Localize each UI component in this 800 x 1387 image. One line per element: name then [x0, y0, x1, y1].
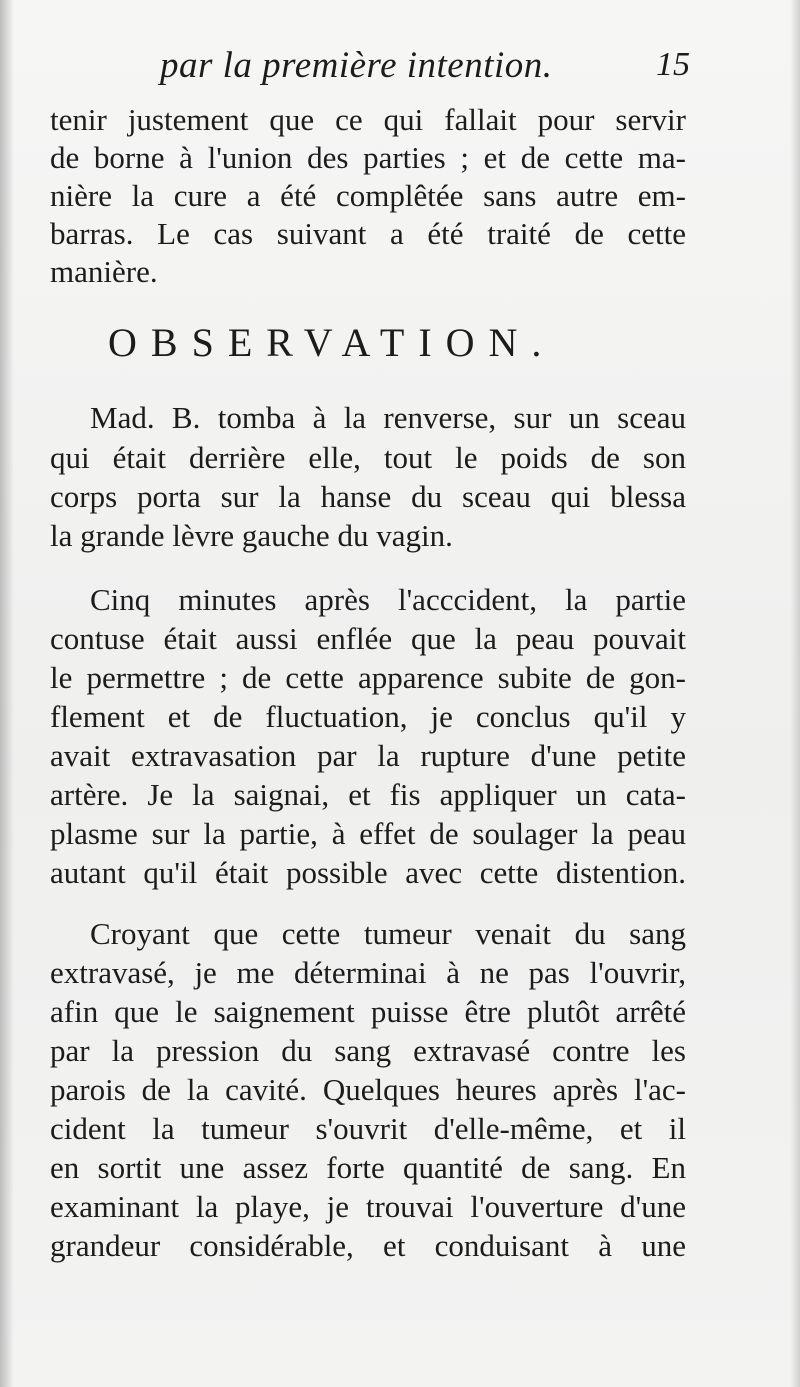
- text-line: corps porta sur la hanse du sceau qui blessa: [50, 479, 686, 514]
- page-edge-shadow-right: [790, 0, 800, 1387]
- page-edge-shadow-left: [0, 0, 14, 1387]
- text-line: barras. Le cas suivant a été traité de cette: [50, 216, 686, 251]
- running-head: [160, 44, 690, 94]
- text-line: artère. Je la saignai, et fis appliquer un cata-: [50, 777, 686, 812]
- text-line: autant qu'il était possible avec cette distention.: [50, 855, 686, 890]
- section-heading: OBSERVATION.: [108, 320, 556, 365]
- text-line: par la pression du sang extravasé contre les: [50, 1033, 686, 1068]
- text-line: Croyant que cette tumeur venait du sang: [90, 916, 686, 951]
- text-line: grandeur considérable, et conduisant à une: [50, 1228, 686, 1263]
- text-line: nière la cure a été complêtée sans autre em-: [50, 178, 686, 213]
- text-line: en sortit une assez forte quantité de sang. En: [50, 1150, 686, 1185]
- text-line: le permettre ; de cette apparence subite de gon-: [50, 660, 686, 695]
- text-line: Mad. B. tomba à la renverse, sur un sceau: [90, 400, 686, 435]
- text-line: extravasé, je me déterminai à ne pas l'ouvrir,: [50, 955, 686, 990]
- text-line: de borne à l'union des parties ; et de cette ma-: [50, 140, 686, 175]
- text-line: flement et de fluctuation, je conclus qu'il y: [50, 699, 686, 734]
- text-line: tenir justement que ce qui fallait pour servir: [50, 102, 686, 137]
- text-line: contuse était aussi enflée que la peau pouvait: [50, 621, 686, 656]
- text-line: afin que le saignement puisse être plutôt arrêté: [50, 994, 686, 1029]
- text-line: Cinq minutes après l'acccident, la partie: [90, 582, 686, 617]
- text-line: avait extravasation par la rupture d'une petite: [50, 738, 686, 773]
- running-title: par la première intention.: [160, 45, 553, 86]
- page-number: 15: [656, 46, 690, 83]
- text-line: qui était derrière elle, tout le poids de son: [50, 440, 686, 475]
- text-line: manière.: [50, 254, 158, 289]
- text-line: examinant la playe, je trouvai l'ouverture d'une: [50, 1189, 686, 1224]
- text-line: la grande lèvre gauche du vagin.: [50, 518, 453, 553]
- text-line: cident la tumeur s'ouvrit d'elle-même, et il: [50, 1111, 686, 1146]
- text-line: plasme sur la partie, à effet de soulager la peau: [50, 816, 686, 851]
- text-line: parois de la cavité. Quelques heures après l'ac-: [50, 1072, 686, 1107]
